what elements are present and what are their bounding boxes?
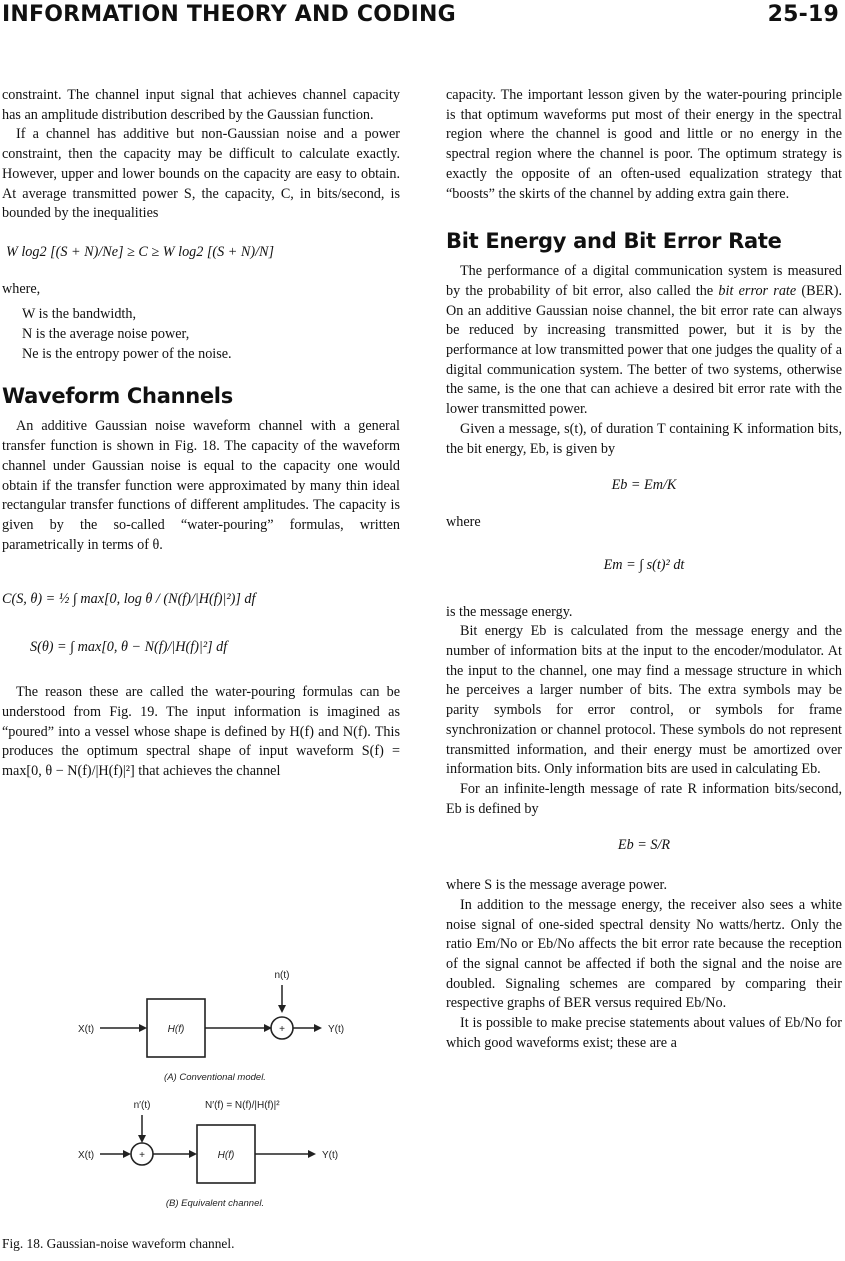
message-energy-equation: Em = ∫ s(t)² dt	[603, 556, 685, 573]
output-arrowhead-b	[308, 1150, 316, 1158]
input-arrowhead	[139, 1024, 147, 1032]
transfer-function-label-b: H(f)	[217, 1150, 235, 1161]
right-paragraph-4: is the message energy.	[446, 603, 573, 620]
page-number: 25-19	[767, 2, 839, 27]
equivalent-noise-arrowhead	[138, 1135, 146, 1143]
plus-glyph: +	[279, 1024, 285, 1035]
where-label-right: where	[446, 513, 481, 530]
input-label-b: X(t)	[78, 1150, 95, 1161]
running-header	[0, 0, 845, 38]
right-paragraph-5: Bit energy Eb is calculated from the message energy and the number of information bits at the input to the encoder/modulator. At the input to the channel, one may find a message structure in which he perceives a larger number of bits. The extra symbols may be parity symbols for error control, or symbols for frame synchronization or channel protocol. These symbols do not represent transmitted information, and their energy must be amortized over information bits. Only information bits are used in calculating Eb.	[446, 623, 842, 778]
left-paragraph-2: If a channel has additive but non-Gaussian noise and a power constraint, then the capacity may be difficult to calculate exactly. However, upper and lower bounds on the capacity are easy to obtain. At average transmitted power S, the capacity, C, in bits/second, is bounded by the inequalities	[2, 126, 400, 222]
right-paragraph-1: capacity. The important lesson given by the water-pouring principle is that optimum waveforms put most of their energy in the spectral region where the channel is good and little or no energy in the spectral region where the channel is poor. The optimum strategy is exactly the opposite of an often-used equalization strategy that “boosts” the skirts of the channel by adding extra gain there.	[446, 87, 842, 202]
transfer-function-label: H(f)	[167, 1024, 185, 1035]
left-paragraph-4: The reason these are called the water-pouring formulas can be understood from Fig. 19. The input information is imagined as “poured” into a vessel whose shape is defined by H(f) and N(f). This produces the optimum spectral shape of input waveform S(f) = max[0, θ − N(f)/|H(f)|²] that achieves the channel	[2, 684, 400, 780]
right-paragraph-6: For an infinite-length message of rate R information bits/second, Eb is defined by	[446, 780, 842, 817]
input-label: X(t)	[78, 1024, 95, 1035]
output-arrowhead	[314, 1024, 322, 1032]
plus-glyph-b: +	[139, 1150, 145, 1161]
equivalent-noise-label: n′(t)	[133, 1100, 151, 1111]
left-column	[2, 86, 400, 782]
equivalent-noise-equation: N′(f) = N(f)/|H(f)|²	[205, 1100, 280, 1111]
bit-energy-equation: Eb = Em/K	[611, 477, 677, 494]
section-heading-bit-energy: Bit Energy and Bit Error Rate	[446, 229, 782, 254]
right-paragraph-9: It is possible to make precise statements about values of Eb/No for which good waveforms exist; these are a	[446, 1015, 842, 1051]
definition-list	[2, 305, 400, 364]
adder-output-arrowhead	[189, 1150, 197, 1158]
subcaption-a: (A) Conventional model.	[164, 1072, 266, 1083]
right-paragraph-2-end: (BER). On an additive Gaussian noise channel, the bit error rate can always be reduced by increasing transmitted power, but it is by the performance at low transmitted power that one judges the quality of a digital communication system. The better of two systems, otherwise the same, is the one that can achieve a desired bit error rate with the lower transmitted power.	[446, 282, 843, 418]
right-paragraph-2	[446, 262, 842, 420]
subcaption-b: (B) Equivalent channel.	[165, 1198, 265, 1209]
capacity-equation: C(S, θ) = ½ ∫ max[0, log θ / (N(f)/|H(f)|²)] df	[2, 591, 256, 608]
term-bit-error-rate: bit error rate	[718, 282, 797, 299]
left-paragraph-1: constraint. The channel input signal that achieves channel capacity has an amplitude distribution described by the Gaussian function.	[2, 87, 400, 123]
definition-item: W is the bandwidth,	[22, 306, 137, 323]
noise-arrowhead	[278, 1005, 286, 1013]
right-paragraph-7: where S is the message average power.	[446, 877, 668, 894]
section-heading-waveform-channels: Waveform Channels	[2, 384, 233, 409]
output-label: Y(t)	[328, 1024, 345, 1035]
right-paragraph-2-start: The performance of a digital communication system is measured by the probability of bit error, also called the	[446, 263, 842, 299]
capacity-bound-inequality: W log2 [(S + N)/Ne] ≥ C ≥ W log2 [(S + N)/N]	[6, 243, 275, 260]
running-title: INFORMATION THEORY AND CODING	[2, 2, 456, 27]
right-paragraph-3: Given a message, s(t), of duration T containing K information bits, the bit energy, Eb, is given by	[446, 420, 842, 457]
input-arrowhead-b	[123, 1150, 131, 1158]
definition-item: Ne is the entropy power of the noise.	[22, 345, 232, 362]
signal-power-equation: S(θ) = ∫ max[0, θ − N(f)/|H(f)|²] df	[30, 639, 228, 656]
right-column	[446, 86, 842, 1053]
figure-caption: Fig. 18. Gaussian-noise waveform channel.	[2, 1236, 235, 1251]
rate-bit-energy-equation: Eb = S/R	[617, 837, 671, 854]
definition-item: N is the average noise power,	[22, 326, 190, 343]
noise-label: n(t)	[274, 970, 290, 981]
output-label-b: Y(t)	[322, 1150, 339, 1161]
where-label: where,	[2, 280, 41, 297]
figure-18-diagram	[60, 965, 390, 1225]
right-paragraph-8: In addition to the message energy, the receiver also sees a white noise signal of one-sided spectral density No watts/hertz. Only the ratio Em/No or Eb/No affects the bit error rate because the reception of the signal cannot be affected if both the signal and the noise are doubled. Signaling schemes are compared by comparing their respective graphs of BER versus required Eb/No.	[446, 896, 842, 1012]
left-paragraph-3: An additive Gaussian noise waveform channel with a general transfer function is shown in Fig. 18. The capacity of the waveform channel under Gaussian noise is equal to the capacity one would obtain if the transfer function were approximated by many thin ideal rectangular transfer functions of different amplitudes. The capacity is given by the so-called “water-pouring” formulas, written parametrically in terms of θ.	[2, 418, 400, 553]
